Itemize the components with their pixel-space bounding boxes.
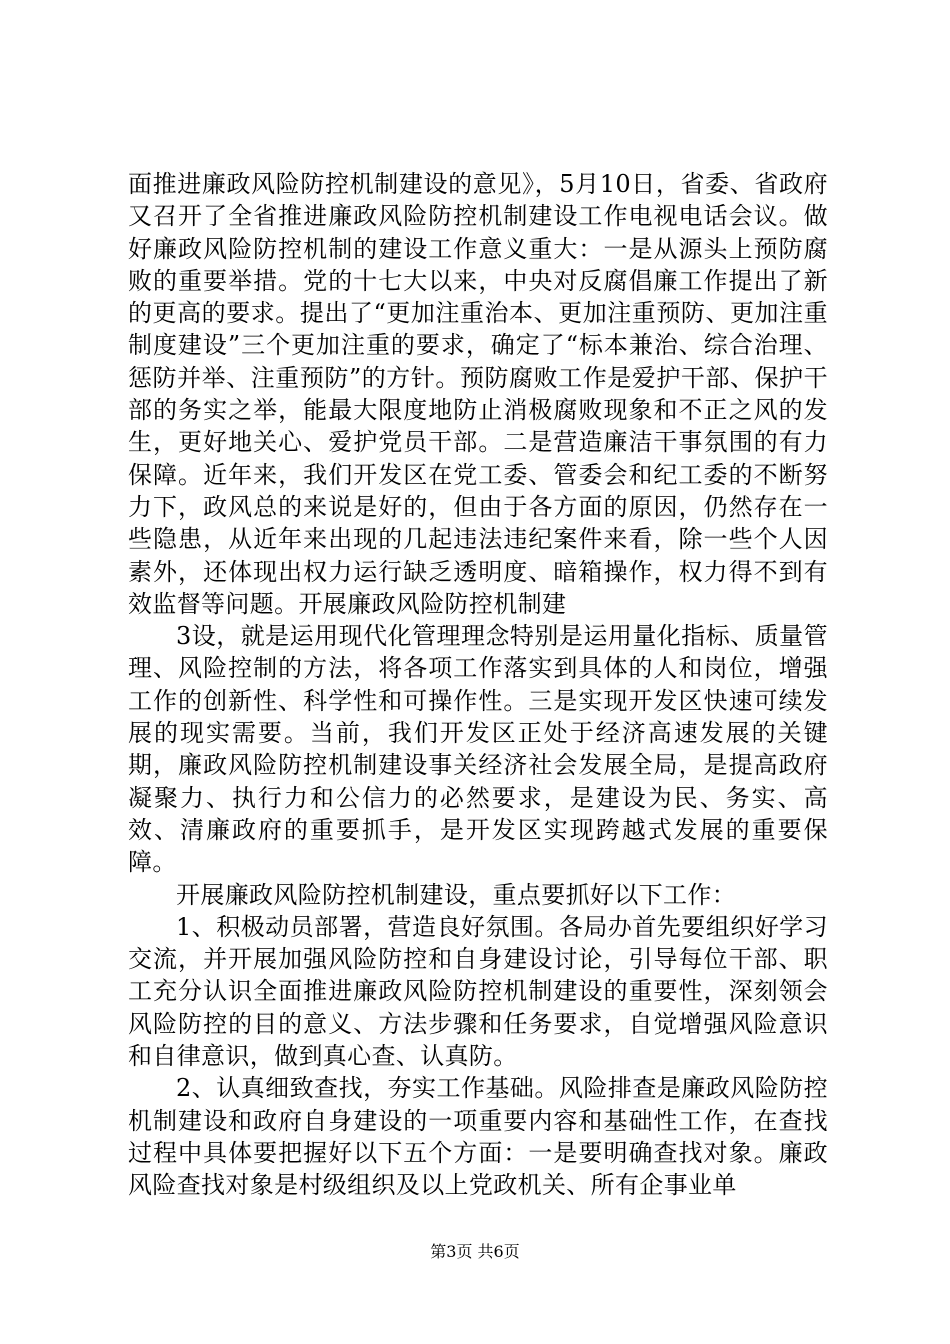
paragraph-4: 1、积极动员部署，营造良好氛围。各局办首先要组织好学习交流，并开展加强风险防控和自身建设讨论，引导每位干部、职工充分认识全面推进廉政风险防控机制建设的重要性，深刻领会风险防控的目的意义、方法步骤和任务要求，自觉增强风险意识和自律意识，做到真心查、认真防。 (128, 912, 828, 1071)
paragraph-1: 面推进廉政风险防控机制建设的意见》，5月10日，省委、省政府又召开了全省推进廉政风险防控机制建设工作电视电话会议。做好廉政风险防控机制的建设工作意义重大：一是从源头上预防腐败的重要举措。党的十七大以来，中央对反腐倡廉工作提出了新的更高的要求。提出了“更加注重治本、更加注重预防、更加注重制度建设”三个更加注重的要求，确定了“标本兼治、综合治理、惩防并举、注重预防”的方针。预防腐败工作是爱护干部、保护干部的务实之举，能最大限度地防止消极腐败现象和不正之风的发生，更好地关心、爱护党员干部。二是营造廉洁干事氛围的有力保障。近年来，我们开发区在党工委、管委会和纪工委的不断努力下，政风总的来说是好的，但由于各方面的原因，仍然存在一些隐患，从近年来出现的几起违法违纪案件来看，除一些个人因素外，还体现出权力运行缺乏透明度、暗箱操作，权力得不到有效监督等问题。开展廉政风险防控机制建 (128, 170, 828, 618)
paragraph-2: 3设，就是运用现代化管理理念特别是运用量化指标、质量管理、风险控制的方法，将各项工作落实到具体的人和岗位，增强工作的创新性、科学性和可操作性。三是实现开发区快速可续发展的现实需要。当前，我们开发区正处于经济高速发展的关键期，廉政风险防控机制建设事关经济社会发展全局，是提高政府凝聚力、执行力和公信力的必然要求，是建设为民、务实、高效、清廉政府的重要抓手，是开发区实现跨越式发展的重要保障。 (128, 622, 828, 877)
page-footer (0, 1242, 950, 1262)
document-body (128, 168, 828, 1202)
paragraph-3: 开展廉政风险防控机制建设，重点要抓好以下工作： (176, 880, 737, 909)
page-number-label: 第3页 共6页 (430, 1242, 520, 1261)
paragraph-5: 2、认真细致查找，夯实工作基础。风险排查是廉政风险防控机制建设和政府自身建设的一项重要内容和基础性工作，在查找过程中具体要把握好以下五个方面：一是要明确查找对象。廉政风险查找对象是村级组织及以上党政机关、所有企事业单 (128, 1074, 828, 1200)
